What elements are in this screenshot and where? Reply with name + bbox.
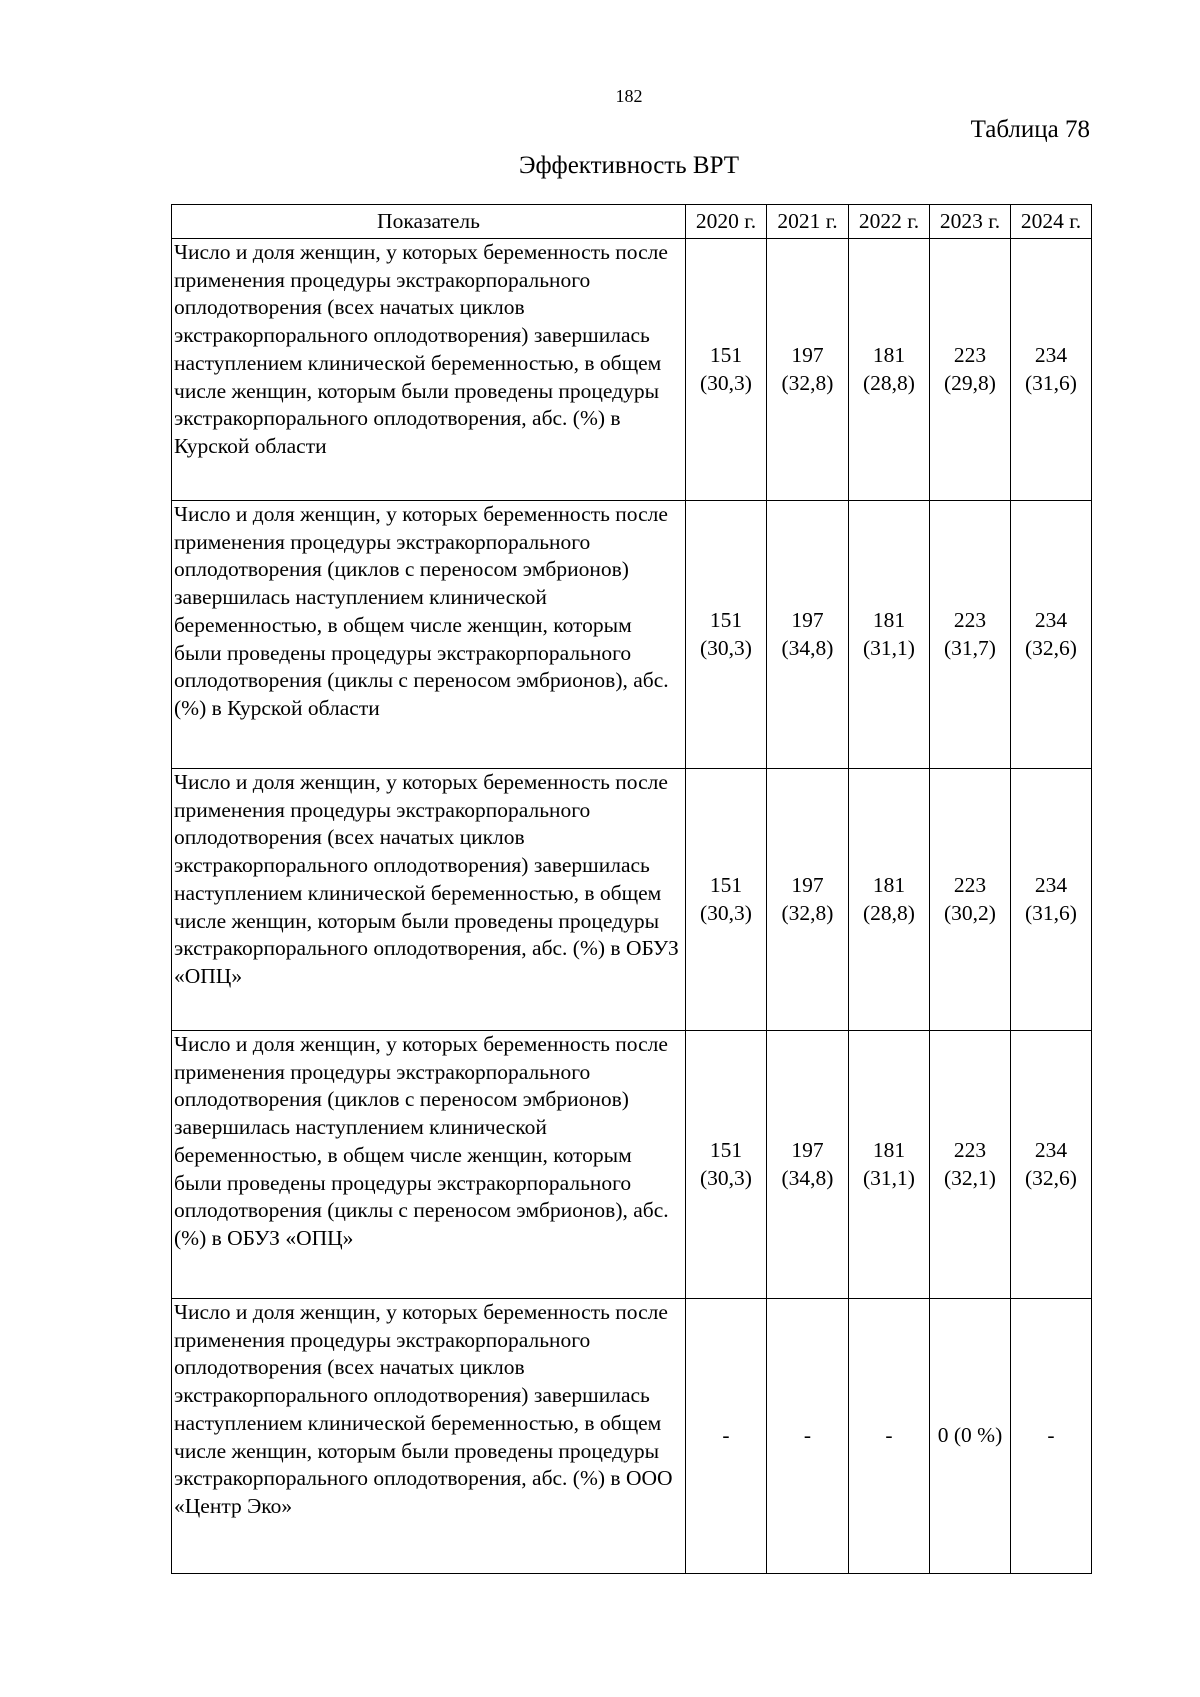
value-cell-2022: - — [849, 1299, 930, 1574]
document-title: Эффективность ВРТ — [518, 152, 740, 179]
indicator-cell: Число и доля женщин, у которых беременность после применения процедуры экстракорпорального оплодотворения (циклов с переносом эмбрионов) завершилась наступлением клинической беременностью, в общем числе женщин, которым были проведены процедуры экстракорпорального оплодотворения (циклы с переносом эмбрионов), абс. (%) в Курской области — [172, 501, 686, 769]
value-cell-2022: 181 (28,8) — [849, 239, 930, 501]
table-row — [172, 501, 1092, 769]
indicator-cell: Число и доля женщин, у которых беременность после применения процедуры экстракорпорального оплодотворения (циклов с переносом эмбрионов) завершилась наступлением клинической беременностью, в общем числе женщин, которым были проведены процедуры экстракорпорального оплодотворения (циклы с переносом эмбрионов), абс. (%) в ОБУЗ «ОПЦ» — [172, 1031, 686, 1299]
value-cell-2020: - — [686, 1299, 767, 1574]
header-year-2020: 2020 г. — [686, 205, 767, 239]
header-indicator: Показатель — [172, 205, 686, 239]
value-cell-2020: 151 (30,3) — [686, 501, 767, 769]
value-cell-2024: 234 (31,6) — [1011, 239, 1092, 501]
value-cell-2024: - — [1011, 1299, 1092, 1574]
value-cell-2024: 234 (31,6) — [1011, 769, 1092, 1031]
table-row — [172, 239, 1092, 501]
table-header-row — [172, 205, 1092, 239]
value-cell-2021: 197 (34,8) — [767, 1031, 849, 1299]
value-cell-2024: 234 (32,6) — [1011, 501, 1092, 769]
value-cell-2020: 151 (30,3) — [686, 1031, 767, 1299]
value-cell-2021: - — [767, 1299, 849, 1574]
header-year-2023: 2023 г. — [930, 205, 1011, 239]
value-cell-2021: 197 (32,8) — [767, 769, 849, 1031]
value-cell-2024: 234 (32,6) — [1011, 1031, 1092, 1299]
value-cell-2021: 197 (34,8) — [767, 501, 849, 769]
value-cell-2023: 223 (31,7) — [930, 501, 1011, 769]
indicator-cell: Число и доля женщин, у которых беременность после применения процедуры экстракорпорального оплодотворения (всех начатых циклов экстракорпорального оплодотворения) завершилась наступлением клинической беременностью, в общем числе женщин, которым были проведены процедуры экстракорпорального оплодотворения, абс. (%) в ООО «Центр Эко» — [172, 1299, 686, 1574]
page-number: 182 — [615, 86, 643, 106]
header-year-2022: 2022 г. — [849, 205, 930, 239]
value-cell-2020: 151 (30,3) — [686, 239, 767, 501]
value-cell-2022: 181 (31,1) — [849, 501, 930, 769]
table-row — [172, 1031, 1092, 1299]
value-cell-2020: 151 (30,3) — [686, 769, 767, 1031]
table-label: Таблица 78 — [970, 116, 1090, 143]
table-row — [172, 1299, 1092, 1574]
header-year-2024: 2024 г. — [1011, 205, 1092, 239]
value-cell-2023: 223 (32,1) — [930, 1031, 1011, 1299]
value-cell-2022: 181 (31,1) — [849, 1031, 930, 1299]
indicator-cell: Число и доля женщин, у которых беременность после применения процедуры экстракорпорального оплодотворения (всех начатых циклов экстракорпорального оплодотворения) завершилась наступлением клинической беременностью, в общем числе женщин, которым были проведены процедуры экстракорпорального оплодотворения, абс. (%) в ОБУЗ «ОПЦ» — [172, 769, 686, 1031]
value-cell-2021: 197 (32,8) — [767, 239, 849, 501]
efficiency-table — [171, 204, 1092, 1574]
value-cell-2023: 0 (0 %) — [930, 1299, 1011, 1574]
header-year-2021: 2021 г. — [767, 205, 849, 239]
value-cell-2023: 223 (29,8) — [930, 239, 1011, 501]
indicator-cell: Число и доля женщин, у которых беременность после применения процедуры экстракорпорального оплодотворения (всех начатых циклов экстракорпорального оплодотворения) завершилась наступлением клинической беременностью, в общем числе женщин, которым были проведены процедуры экстракорпорального оплодотворения, абс. (%) в Курской области — [172, 239, 686, 501]
table-row — [172, 769, 1092, 1031]
value-cell-2023: 223 (30,2) — [930, 769, 1011, 1031]
value-cell-2022: 181 (28,8) — [849, 769, 930, 1031]
